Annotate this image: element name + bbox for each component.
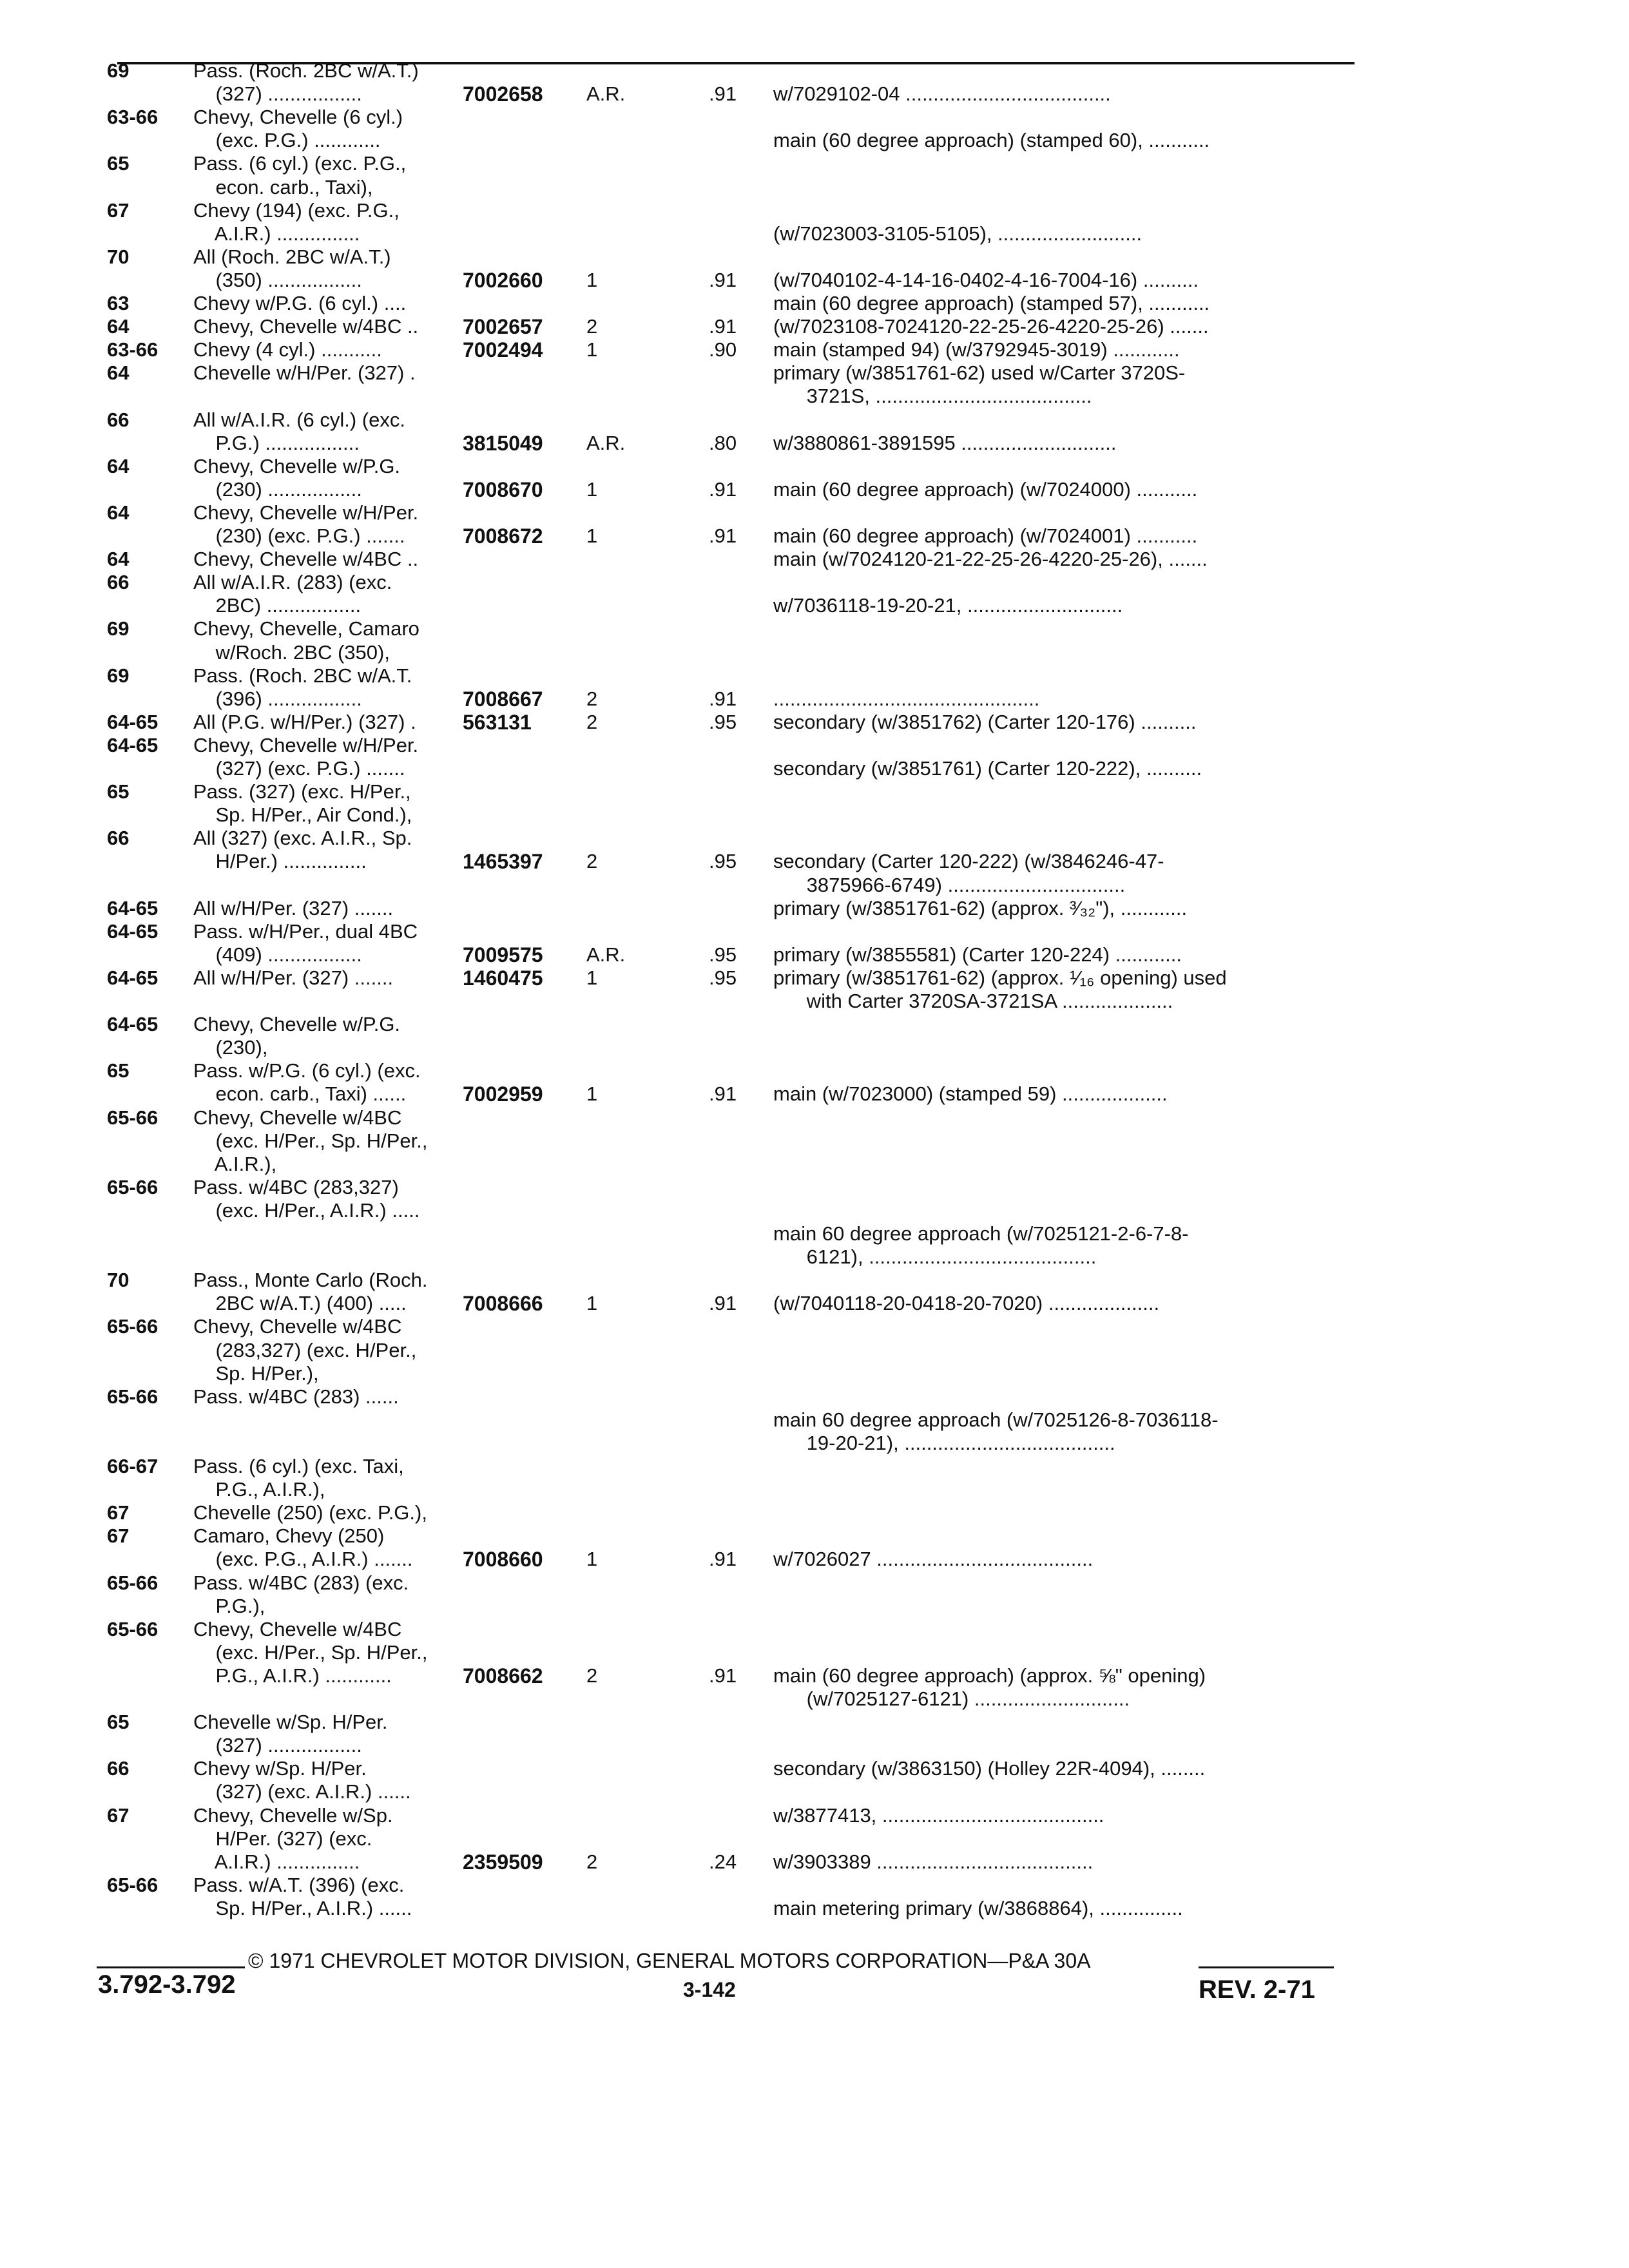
application-cell: H/Per.) ............... bbox=[193, 850, 367, 873]
application-cell: Pass. w/A.T. (396) (exc. bbox=[193, 1873, 405, 1896]
application-cell: (350) ................. bbox=[193, 268, 362, 291]
application-cell: All w/H/Per. (327) ....... bbox=[193, 896, 394, 919]
part-number-cell: 7008667 bbox=[463, 687, 543, 711]
part-number-cell: 7008666 bbox=[463, 1292, 543, 1316]
usage-note-cell: main metering primary (w/3868864), ............... bbox=[773, 1896, 1183, 1919]
usage-note-cell: main 60 degree approach (w/7025121-2-6-7-8- bbox=[773, 1222, 1189, 1245]
price-cell: .90 bbox=[709, 338, 737, 361]
footer-rule-left bbox=[97, 1966, 245, 1968]
part-number-cell: 7002494 bbox=[463, 338, 543, 362]
application-cell: Pass. w/4BC (283) (exc. bbox=[193, 1571, 409, 1594]
application-cell: All (Roch. 2BC w/A.T.) bbox=[193, 245, 391, 268]
year-cell: 69 bbox=[107, 664, 130, 687]
price-cell: .91 bbox=[709, 477, 737, 501]
quantity-cell: 1 bbox=[586, 338, 598, 361]
year-cell: 65-66 bbox=[107, 1617, 159, 1640]
application-cell: Pass. (6 cyl.) (exc. Taxi, bbox=[193, 1455, 404, 1477]
application-cell: (327) ................. bbox=[193, 82, 362, 106]
year-cell: 65-66 bbox=[107, 1385, 159, 1408]
usage-note-cell: (w/7025127-6121) ............................ bbox=[773, 1687, 1130, 1710]
application-cell: A.I.R.), bbox=[193, 1152, 277, 1175]
quantity-cell: 1 bbox=[586, 477, 598, 501]
price-cell: .91 bbox=[709, 1292, 737, 1315]
application-cell: 2BC) ................. bbox=[193, 594, 361, 617]
quantity-cell: 1 bbox=[586, 1292, 598, 1315]
part-number-cell: 7002657 bbox=[463, 315, 543, 339]
year-cell: 63-66 bbox=[107, 106, 159, 129]
application-cell: Chevy w/Sp. H/Per. bbox=[193, 1757, 367, 1780]
application-cell: Pass. w/4BC (283,327) bbox=[193, 1175, 399, 1198]
application-cell: (exc. H/Per., Sp. H/Per., bbox=[193, 1640, 428, 1664]
application-cell: Pass. w/H/Per., dual 4BC bbox=[193, 919, 418, 943]
application-cell: Pass. w/P.G. (6 cyl.) (exc. bbox=[193, 1059, 421, 1082]
price-cell: .91 bbox=[709, 82, 737, 106]
year-cell: 64-65 bbox=[107, 710, 159, 733]
usage-note-cell: secondary (w/3851762) (Carter 120-176) .......... bbox=[773, 710, 1197, 733]
application-cell: P.G.), bbox=[193, 1594, 265, 1617]
price-cell: .91 bbox=[709, 1548, 737, 1571]
application-cell: Chevy, Chevelle w/Sp. bbox=[193, 1803, 393, 1827]
price-cell: .80 bbox=[709, 431, 737, 454]
application-cell: Sp. H/Per.), bbox=[193, 1361, 319, 1385]
year-cell: 70 bbox=[107, 245, 130, 268]
price-cell: .91 bbox=[709, 524, 737, 547]
application-cell: Chevy, Chevelle (6 cyl.) bbox=[193, 106, 403, 129]
application-cell: Chevy, Chevelle w/H/Per. bbox=[193, 501, 419, 524]
part-number-cell: 3815049 bbox=[463, 431, 543, 455]
application-cell: Pass. w/4BC (283) ...... bbox=[193, 1385, 399, 1408]
usage-note-cell: main (w/7023000) (stamped 59) ................... bbox=[773, 1082, 1168, 1106]
part-number-cell: 7002959 bbox=[463, 1082, 543, 1106]
quantity-cell: 2 bbox=[586, 1850, 598, 1873]
application-cell: Chevy w/P.G. (6 cyl.) .... bbox=[193, 292, 407, 314]
usage-note-cell: (w/7040102-4-14-16-0402-4-16-7004-16) .......... bbox=[773, 268, 1199, 291]
usage-note-cell: primary (w/3851761-62) (approx. ³⁄₃₂"), ............ bbox=[773, 896, 1188, 919]
year-cell: 65 bbox=[107, 1059, 130, 1082]
year-cell: 64 bbox=[107, 548, 130, 571]
year-cell: 65 bbox=[107, 780, 130, 803]
application-cell: Chevy, Chevelle w/P.G. bbox=[193, 1013, 401, 1036]
year-cell: 66 bbox=[107, 571, 130, 594]
application-cell: P.G., A.I.R.) ............ bbox=[193, 1664, 392, 1687]
application-cell: (283,327) (exc. H/Per., bbox=[193, 1338, 417, 1361]
part-number-cell: 563131 bbox=[463, 710, 532, 734]
part-number-cell: 7008660 bbox=[463, 1548, 543, 1571]
quantity-cell: 2 bbox=[586, 315, 598, 338]
application-cell: Chevy, Chevelle w/4BC bbox=[193, 1315, 402, 1338]
quantity-cell: A.R. bbox=[586, 943, 626, 966]
application-cell: Chevy, Chevelle, Camaro bbox=[193, 617, 419, 640]
page-number: 3-142 bbox=[683, 1978, 736, 2001]
application-cell: All (P.G. w/H/Per.) (327) . bbox=[193, 710, 416, 733]
application-cell: (327) (exc. A.I.R.) ...... bbox=[193, 1780, 411, 1803]
year-cell: 65 bbox=[107, 152, 130, 175]
usage-note-cell: secondary (Carter 120-222) (w/3846246-47- bbox=[773, 850, 1164, 873]
application-cell: P.G.) ................. bbox=[193, 431, 360, 454]
usage-note-cell: w/3903389 ....................................... bbox=[773, 1850, 1094, 1873]
application-cell: (230) (exc. P.G.) ....... bbox=[193, 524, 405, 547]
usage-note-cell: ................................................ bbox=[773, 687, 1040, 710]
application-cell: Chevy, Chevelle w/4BC .. bbox=[193, 315, 419, 338]
application-cell: Pass. (Roch. 2BC w/A.T. bbox=[193, 664, 412, 687]
application-cell: (230), bbox=[193, 1036, 268, 1059]
year-cell: 64-65 bbox=[107, 919, 159, 943]
usage-note-cell: w/7029102-04 ..................................... bbox=[773, 82, 1111, 106]
usage-note-cell: main 60 degree approach (w/7025126-8-7036118- bbox=[773, 1408, 1219, 1431]
year-cell: 70 bbox=[107, 1269, 130, 1292]
application-cell: Chevy, Chevelle w/4BC bbox=[193, 1106, 402, 1129]
year-cell: 65-66 bbox=[107, 1873, 159, 1896]
usage-note-cell: secondary (w/3851761) (Carter 120-222), .......... bbox=[773, 757, 1202, 780]
usage-note-cell: main (stamped 94) (w/3792945-3019) ............ bbox=[773, 338, 1180, 361]
application-cell: All w/A.I.R. (6 cyl.) (exc. bbox=[193, 408, 405, 431]
application-cell: econ. carb., Taxi) ...... bbox=[193, 1082, 407, 1106]
application-cell: H/Per. (327) (exc. bbox=[193, 1827, 372, 1850]
year-cell: 64-65 bbox=[107, 966, 159, 989]
application-cell: Chevy, Chevelle w/P.G. bbox=[193, 454, 401, 477]
usage-note-cell: w/3877413, ........................................ bbox=[773, 1803, 1104, 1827]
application-cell: econ. carb., Taxi), bbox=[193, 175, 373, 198]
year-cell: 67 bbox=[107, 1803, 130, 1827]
year-cell: 65 bbox=[107, 1711, 130, 1734]
part-number-cell: 7002658 bbox=[463, 82, 543, 106]
quantity-cell: 1 bbox=[586, 966, 598, 989]
year-cell: 67 bbox=[107, 1501, 130, 1524]
price-cell: .91 bbox=[709, 315, 737, 338]
usage-note-cell: main (60 degree approach) (w/7024000) ........... bbox=[773, 477, 1198, 501]
application-cell: Chevy, Chevelle w/4BC .. bbox=[193, 548, 419, 571]
year-cell: 63-66 bbox=[107, 338, 159, 361]
quantity-cell: 1 bbox=[586, 524, 598, 547]
year-cell: 64-65 bbox=[107, 733, 159, 756]
application-cell: All w/H/Per. (327) ....... bbox=[193, 966, 394, 989]
year-cell: 69 bbox=[107, 617, 130, 640]
usage-note-cell: secondary (w/3863150) (Holley 22R-4094), ........ bbox=[773, 1757, 1206, 1780]
usage-note-cell: with Carter 3720SA-3721SA .................... bbox=[773, 990, 1173, 1012]
usage-note-cell: 3721S, ....................................... bbox=[773, 385, 1092, 408]
part-number-cell: 7008672 bbox=[463, 524, 543, 548]
application-cell: Chevy (4 cyl.) ........... bbox=[193, 338, 382, 361]
application-cell: P.G., A.I.R.), bbox=[193, 1478, 325, 1501]
price-cell: .91 bbox=[709, 1082, 737, 1106]
application-cell: (327) ................. bbox=[193, 1734, 362, 1757]
application-cell: 2BC w/A.T.) (400) ..... bbox=[193, 1292, 407, 1315]
usage-note-cell: 3875966-6749) ................................ bbox=[773, 873, 1126, 896]
usage-note-cell: primary (w/3855581) (Carter 120-224) ............ bbox=[773, 943, 1182, 966]
part-number-cell: 1460475 bbox=[463, 966, 543, 990]
quantity-cell: 2 bbox=[586, 850, 598, 873]
usage-note-cell: w/7026027 ....................................... bbox=[773, 1548, 1094, 1571]
application-cell: Pass. (6 cyl.) (exc. P.G., bbox=[193, 152, 407, 175]
year-cell: 64 bbox=[107, 361, 130, 385]
price-cell: .91 bbox=[709, 687, 737, 710]
application-cell: Chevelle w/H/Per. (327) . bbox=[193, 361, 416, 385]
application-cell: (exc. H/Per., Sp. H/Per., bbox=[193, 1129, 428, 1152]
quantity-cell: 1 bbox=[586, 1548, 598, 1571]
application-cell: w/Roch. 2BC (350), bbox=[193, 640, 390, 664]
application-cell: All w/A.I.R. (283) (exc. bbox=[193, 571, 392, 594]
application-cell: All (327) (exc. A.I.R., Sp. bbox=[193, 827, 412, 850]
quantity-cell: A.R. bbox=[586, 82, 626, 106]
application-cell: (exc. P.G., A.I.R.) ....... bbox=[193, 1548, 413, 1571]
usage-note-cell: w/3880861-3891595 ............................ bbox=[773, 431, 1117, 454]
application-cell: Chevy, Chevelle w/4BC bbox=[193, 1617, 402, 1640]
year-cell: 65-66 bbox=[107, 1571, 159, 1594]
usage-note-cell: primary (w/3851761-62) (approx. ¹⁄₁₆ opening) used bbox=[773, 966, 1227, 989]
usage-note-cell: 6121), ......................................... bbox=[773, 1245, 1097, 1269]
year-cell: 65-66 bbox=[107, 1106, 159, 1129]
application-cell: (230) ................. bbox=[193, 477, 362, 501]
quantity-cell: 1 bbox=[586, 1082, 598, 1106]
price-cell: .24 bbox=[709, 1850, 737, 1873]
year-cell: 65-66 bbox=[107, 1315, 159, 1338]
usage-note-cell: (w/7023108-7024120-22-25-26-4220-25-26) ....... bbox=[773, 315, 1209, 338]
application-cell: (409) ................. bbox=[193, 943, 362, 966]
price-cell: .91 bbox=[709, 268, 737, 291]
quantity-cell: 1 bbox=[586, 268, 598, 291]
year-cell: 64-65 bbox=[107, 896, 159, 919]
usage-note-cell: main (60 degree approach) (approx. ⅝" opening) bbox=[773, 1664, 1206, 1687]
application-cell: Sp. H/Per., Air Cond.), bbox=[193, 803, 412, 827]
application-cell: (exc. P.G.) ............ bbox=[193, 129, 381, 152]
usage-note-cell: main (60 degree approach) (stamped 57), ........... bbox=[773, 292, 1210, 314]
usage-note-cell: main (60 degree approach) (stamped 60), ........... bbox=[773, 129, 1210, 152]
application-cell: Camaro, Chevy (250) bbox=[193, 1524, 385, 1548]
usage-note-cell: w/7036118-19-20-21, ............................ bbox=[773, 594, 1123, 617]
year-cell: 64 bbox=[107, 501, 130, 524]
usage-note-cell: primary (w/3851761-62) used w/Carter 3720S- bbox=[773, 361, 1186, 385]
year-cell: 69 bbox=[107, 59, 130, 82]
year-cell: 63 bbox=[107, 292, 130, 314]
application-cell: A.I.R.) ............... bbox=[193, 222, 360, 245]
year-cell: 66 bbox=[107, 408, 130, 431]
quantity-cell: 2 bbox=[586, 687, 598, 710]
footer-copyright: © 1971 CHEVROLET MOTOR DIVISION, GENERAL MOTORS CORPORATION—P&A 30A bbox=[248, 1949, 1091, 1972]
year-cell: 64-65 bbox=[107, 1013, 159, 1036]
quantity-cell: A.R. bbox=[586, 431, 626, 454]
part-number-cell: 2359509 bbox=[463, 1850, 543, 1874]
quantity-cell: 2 bbox=[586, 1664, 598, 1687]
section-number: 3.792-3.792 bbox=[98, 1970, 236, 1999]
usage-note-cell: 19-20-21), ...................................... bbox=[773, 1431, 1115, 1454]
application-cell: A.I.R.) ............... bbox=[193, 1850, 360, 1873]
part-number-cell: 7008670 bbox=[463, 477, 543, 501]
application-cell: (exc. H/Per., A.I.R.) ..... bbox=[193, 1198, 420, 1222]
application-cell: Chevy (194) (exc. P.G., bbox=[193, 198, 400, 222]
application-cell: (396) ................. bbox=[193, 687, 362, 710]
usage-note-cell: (w/7040118-20-0418-20-7020) .................... bbox=[773, 1292, 1160, 1315]
year-cell: 66-67 bbox=[107, 1455, 159, 1477]
usage-note-cell: main (w/7024120-21-22-25-26-4220-25-26), ....... bbox=[773, 548, 1208, 571]
part-number-cell: 7008662 bbox=[463, 1664, 543, 1687]
usage-note-cell: (w/7023003-3105-5105), .......................... bbox=[773, 222, 1142, 245]
application-cell: Pass. (Roch. 2BC w/A.T.) bbox=[193, 59, 419, 82]
year-cell: 64 bbox=[107, 454, 130, 477]
year-cell: 67 bbox=[107, 1524, 130, 1548]
application-cell: Pass., Monte Carlo (Roch. bbox=[193, 1269, 428, 1292]
application-cell: Chevelle (250) (exc. P.G.), bbox=[193, 1501, 427, 1524]
usage-note-cell: main (60 degree approach) (w/7024001) ........... bbox=[773, 524, 1198, 547]
year-cell: 66 bbox=[107, 827, 130, 850]
part-number-cell: 1465397 bbox=[463, 850, 543, 874]
application-cell: Chevy, Chevelle w/H/Per. bbox=[193, 733, 419, 756]
part-number-cell: 7009575 bbox=[463, 943, 543, 966]
application-cell: (327) (exc. P.G.) ....... bbox=[193, 757, 405, 780]
revision-label: REV. 2-71 bbox=[1199, 1975, 1315, 2004]
year-cell: 67 bbox=[107, 198, 130, 222]
price-cell: .95 bbox=[709, 966, 737, 989]
price-cell: .95 bbox=[709, 943, 737, 966]
year-cell: 65-66 bbox=[107, 1175, 159, 1198]
quantity-cell: 2 bbox=[586, 710, 598, 733]
price-cell: .95 bbox=[709, 710, 737, 733]
price-cell: .95 bbox=[709, 850, 737, 873]
application-cell: Chevelle w/Sp. H/Per. bbox=[193, 1711, 388, 1734]
part-number-cell: 7002660 bbox=[463, 268, 543, 292]
application-cell: Pass. (327) (exc. H/Per., bbox=[193, 780, 411, 803]
year-cell: 66 bbox=[107, 1757, 130, 1780]
year-cell: 64 bbox=[107, 315, 130, 338]
footer-rule-right bbox=[1199, 1966, 1334, 1968]
application-cell: Sp. H/Per., A.I.R.) ...... bbox=[193, 1896, 412, 1919]
price-cell: .91 bbox=[709, 1664, 737, 1687]
